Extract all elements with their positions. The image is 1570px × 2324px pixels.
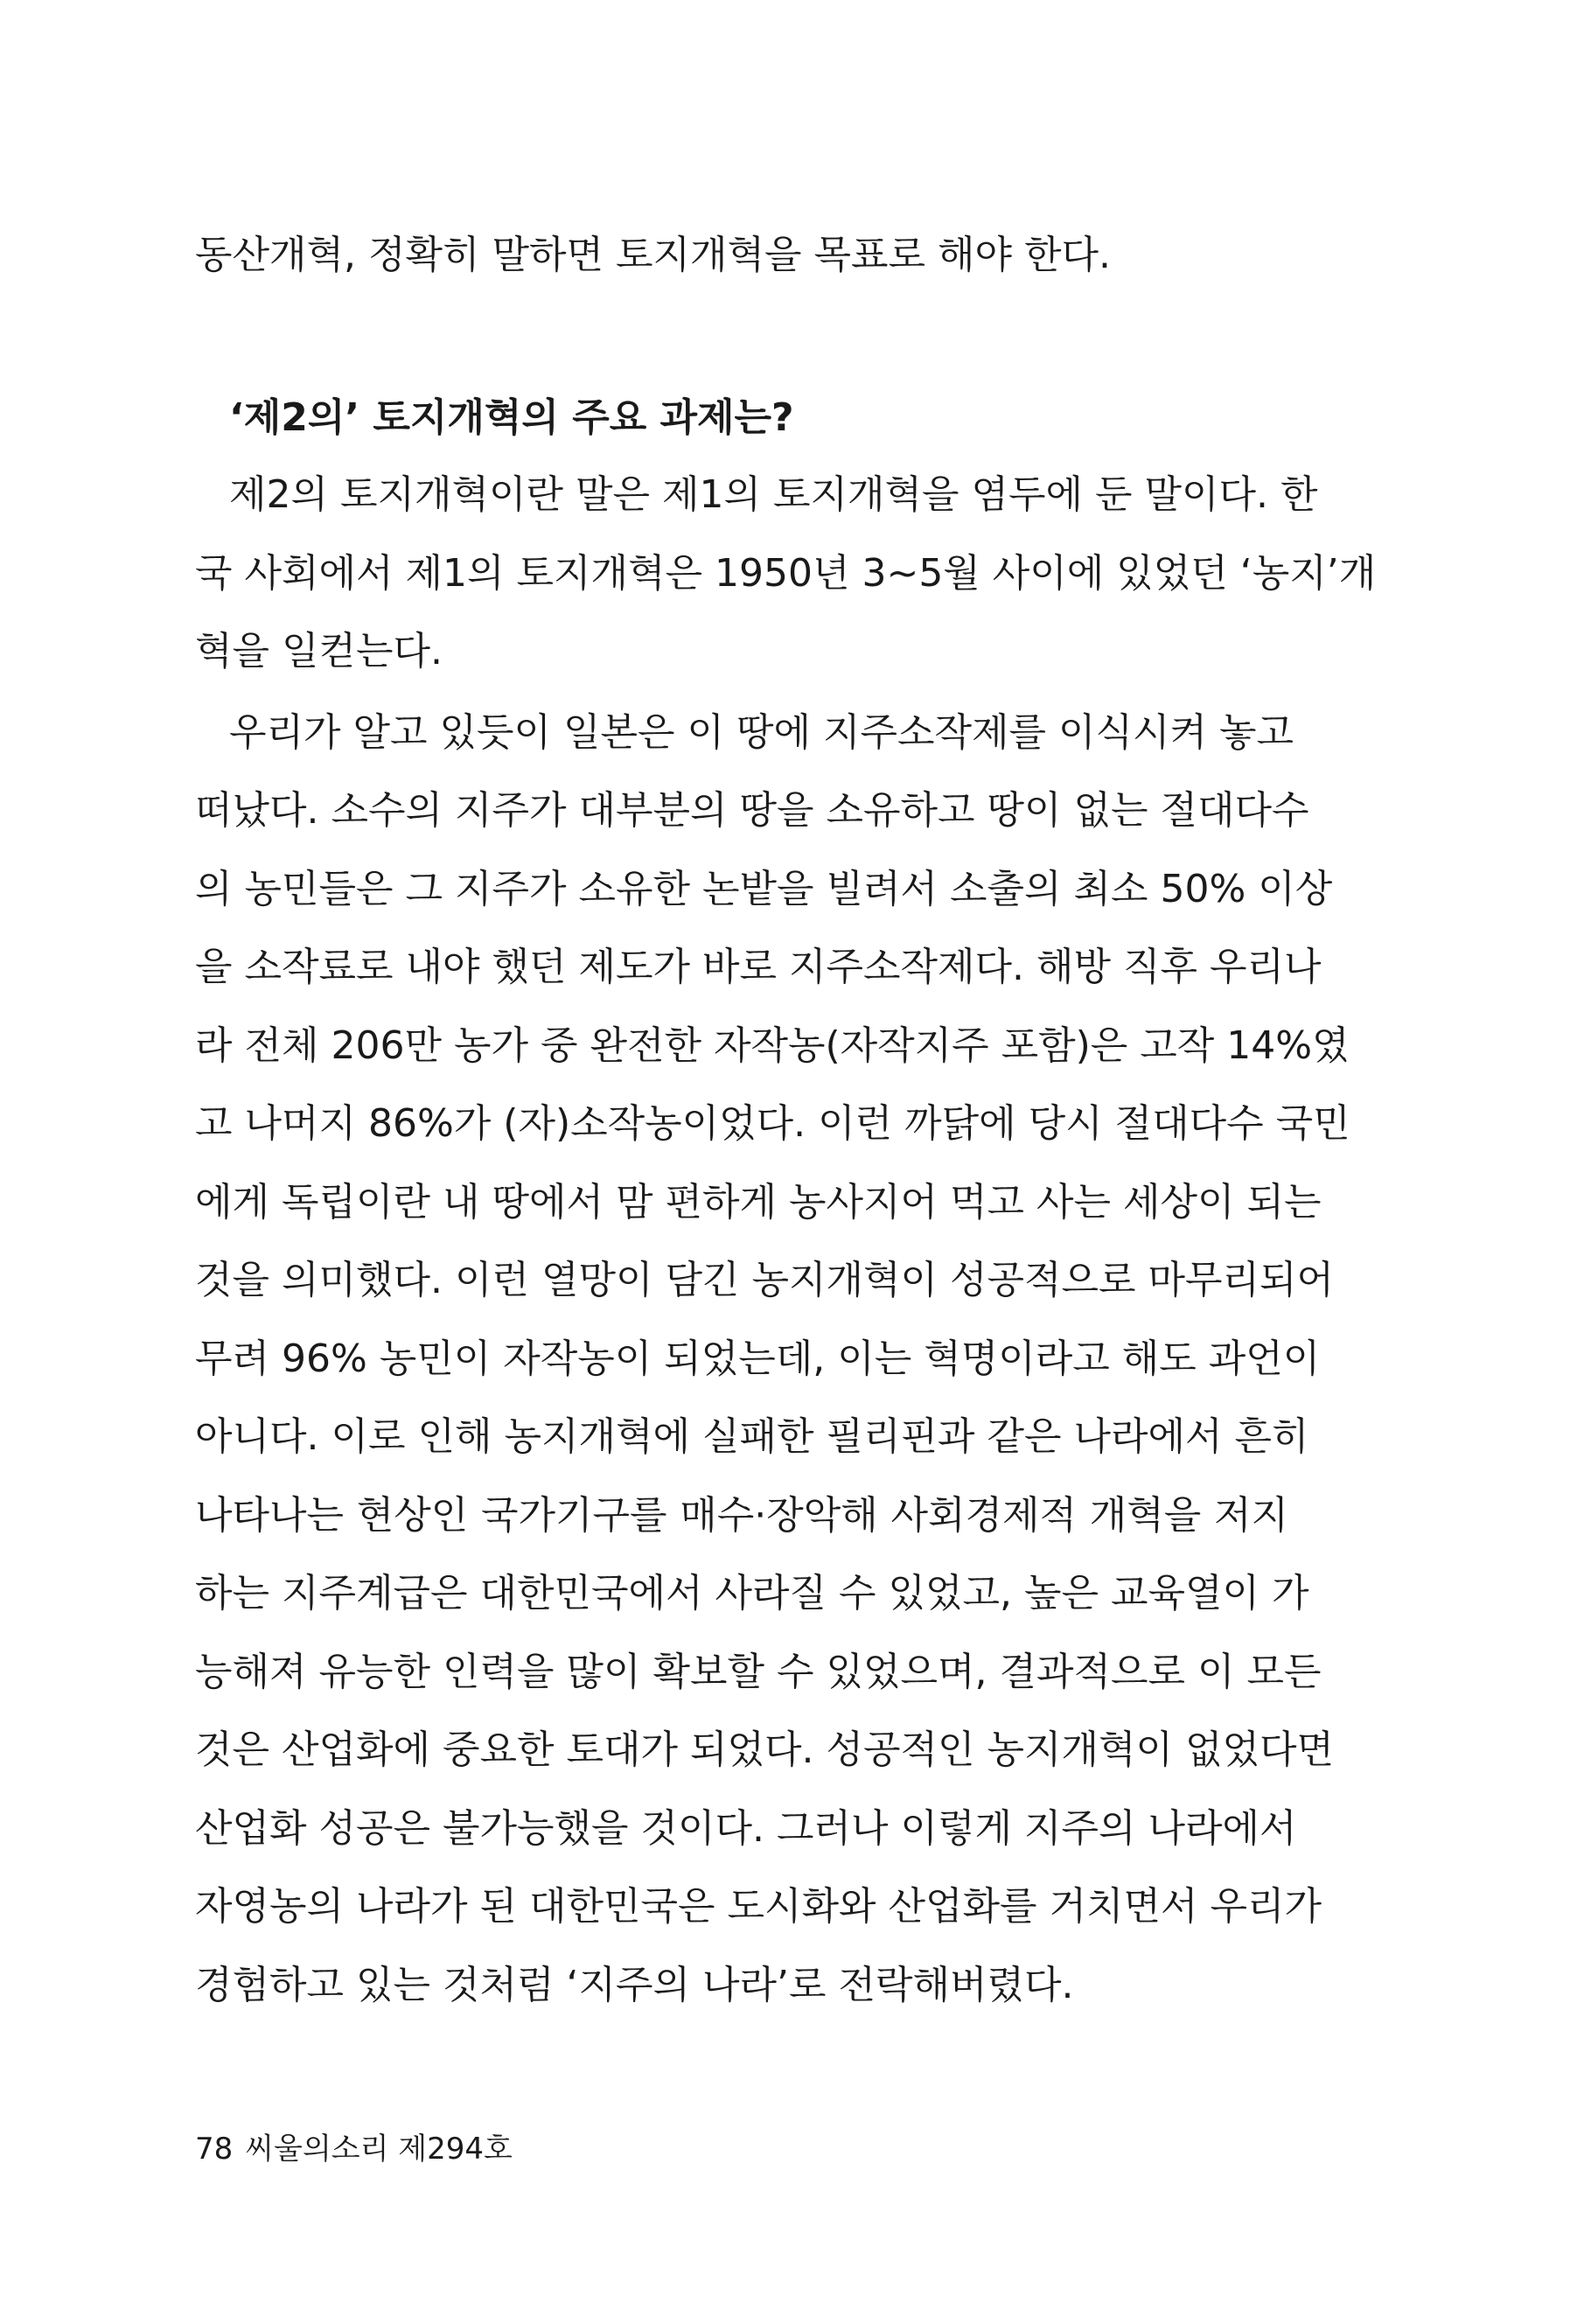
paragraph-line: 하는 지주계급은 대한민국에서 사라질 수 있었고, 높은 교육열이 가	[195, 1571, 1309, 1616]
paragraph-line: 무려 96% 농민이 자작농이 되었는데, 이는 혁명이라고 해도 과언이	[195, 1336, 1321, 1381]
section-heading: ‘제2의’ 토지개혁의 주요 과제는?	[229, 395, 794, 440]
paragraph-line: 떠났다. 소수의 지주가 대부분의 땅을 소유하고 땅이 없는 절대다수	[195, 788, 1309, 833]
paragraph-line: 국 사회에서 제1의 토지개혁은 1950년 3~5월 사이에 있었던 ‘농지’개	[195, 551, 1377, 596]
paragraph-line: 라 전체 206만 농가 중 완전한 자작농(자작지주 포함)은 고작 14%였	[195, 1023, 1350, 1068]
paragraph-line: 의 농민들은 그 지주가 소유한 논밭을 빌려서 소출의 최소 50% 이상	[195, 867, 1333, 911]
paragraph-line: 아니다. 이로 인해 농지개혁에 실패한 필리핀과 같은 나라에서 흔히	[195, 1414, 1309, 1459]
paragraph-line: 제2의 토지개혁이란 말은 제1의 토지개혁을 염두에 둔 말이다. 한	[229, 472, 1318, 517]
page-footer	[195, 2130, 513, 2168]
page-number: 78	[195, 2132, 234, 2167]
paragraph-line: 능해져 유능한 인력을 많이 확보할 수 있었으며, 결과적으로 이 모든	[195, 1650, 1322, 1694]
paragraph-line: 고 나머지 86%가 (자)소작농이었다. 이런 까닭에 당시 절대다수 국민	[195, 1101, 1350, 1146]
paragraph-line: 경험하고 있는 것처럼 ‘지주의 나라’로 전락해버렸다.	[195, 1963, 1074, 2007]
paragraph-line: 을 소작료로 내야 했던 제도가 바로 지주소작제다. 해방 직후 우리나	[195, 945, 1322, 989]
paragraph-line: 나타나는 현상인 국가기구를 매수·장악해 사회경제적 개혁을 저지	[195, 1493, 1288, 1538]
paragraph-line: 것을 의미했다. 이런 열망이 담긴 농지개혁이 성공적으로 마무리되어	[195, 1258, 1334, 1302]
paragraph-line: 에게 독립이란 내 땅에서 맘 편하게 농사지어 먹고 사는 세상이 되는	[195, 1180, 1322, 1225]
paragraph-line: 자영농의 나라가 된 대한민국은 도시화와 산업화를 거치면서 우리가	[195, 1884, 1322, 1929]
publication-title: 씨울의소리 제294호	[245, 2132, 513, 2167]
paragraph-line: 혁을 일컫는다.	[195, 629, 443, 673]
paragraph-line: 것은 산업화에 중요한 토대가 되었다. 성공적인 농지개혁이 없었다면	[195, 1727, 1334, 1772]
paragraph-line: 산업화 성공은 불가능했을 것이다. 그러나 이렇게 지주의 나라에서	[195, 1806, 1297, 1851]
paragraph-line: 우리가 알고 있듯이 일본은 이 땅에 지주소작제를 이식시켜 놓고	[229, 710, 1294, 755]
intro-line: 동산개혁, 정확히 말하면 토지개혁을 목표로 해야 한다.	[195, 233, 1111, 277]
